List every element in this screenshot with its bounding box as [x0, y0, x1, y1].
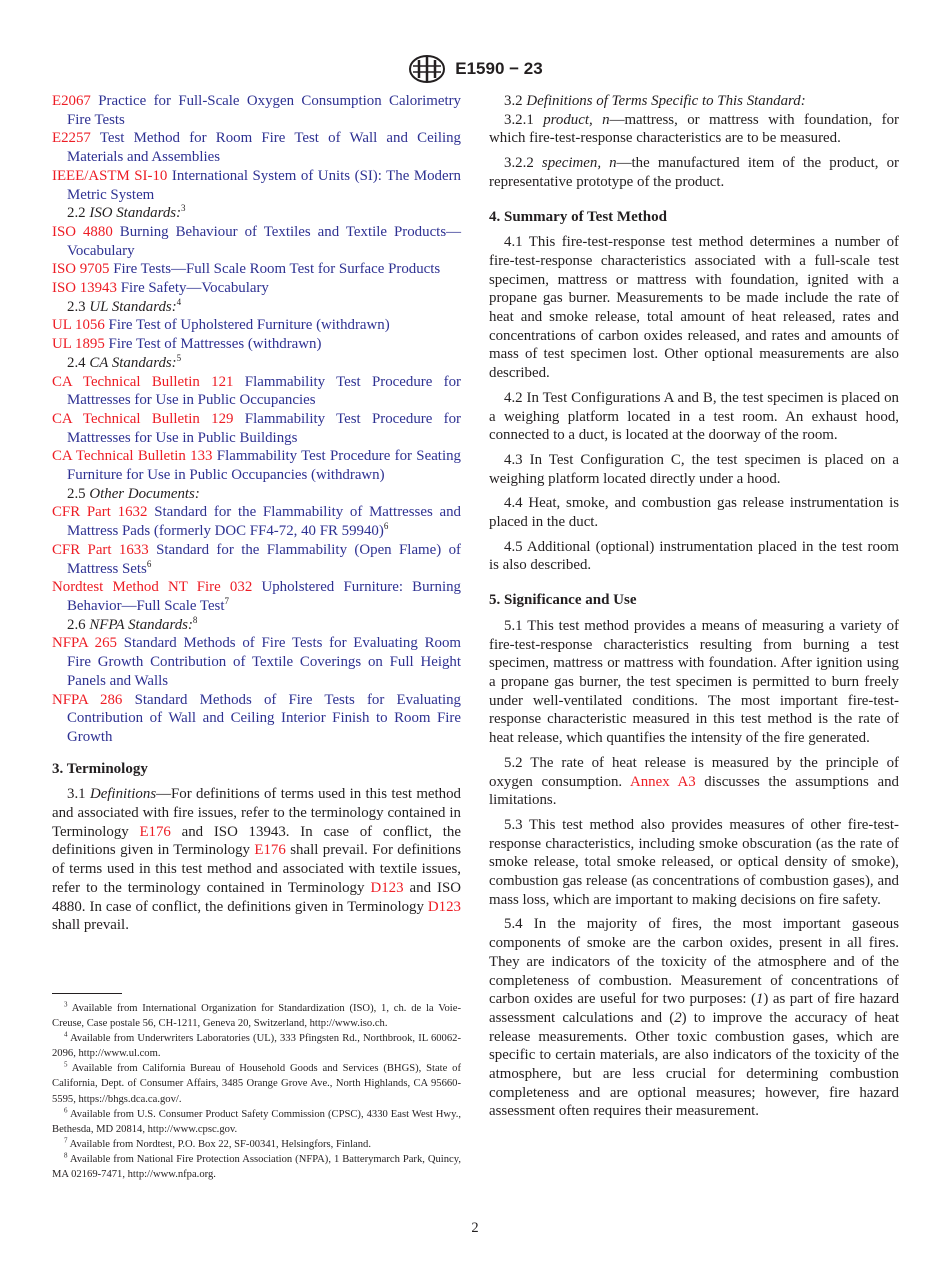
subsection-number: 2.2 — [67, 205, 86, 222]
footnote-ref: 7 — [224, 596, 229, 607]
section-heading: 4. Summary of Test Method — [489, 208, 667, 225]
standard-link[interactable]: D123 — [427, 898, 461, 915]
reference-item — [52, 691, 461, 747]
reference-item — [52, 541, 461, 578]
reference-item — [52, 279, 461, 298]
footnote-ref: 6 — [146, 558, 152, 569]
reference-item — [52, 503, 461, 540]
footnote-divider — [52, 993, 122, 994]
reference-title[interactable]: Fire Safety—Vocabulary — [120, 280, 269, 297]
reference-code[interactable]: E2257 — [52, 130, 91, 147]
footnote — [52, 1107, 461, 1137]
footnote — [52, 1152, 461, 1182]
reference-title[interactable]: Fire Tests—Full Scale Room Test for Surface Products — [113, 261, 441, 278]
paragraph-text: shall prevail. For definitions of terms used in this test method and associated with textile issues, refer to the terminology contained in Terminology — [52, 842, 461, 896]
reference-title[interactable]: Flammability Test Procedure for Mattresses for Use in Public Occupancies — [67, 373, 461, 409]
reference-code[interactable]: ISO 4880 — [52, 223, 113, 240]
paragraph-5-3: 5.3 This test method also provides measures of other fire-test-response characteristics, including smoke obscuration (as the rate of smoke release, total smoke released, or optical density of smoke), combustion gas release (as concentrations of combustion gases), and mass loss, which are important to making decisions on fire safety. — [489, 816, 899, 908]
reference-title[interactable]: International System of Units (SI): The Modern Metric System — [67, 167, 461, 203]
footnote-text: Available from International Organization for Standardization (ISO), 1, ch. de la Voie-Creuse, Case postale 56, CH-1211, Geneva 20, Switzerland, http://www.iso.ch. — [52, 1003, 461, 1030]
paragraph-3-1 — [52, 785, 461, 935]
footnote — [52, 1137, 461, 1152]
reference-item — [52, 578, 461, 615]
footnote-number: 3 — [64, 1000, 68, 1009]
subsection-label: Other Documents: — [89, 485, 200, 502]
subsection-label: NFPA Standards: — [89, 616, 193, 633]
paragraph-number: 3.2.1 — [504, 111, 534, 128]
paragraph-4-2: 4.2 In Test Configurations A and B, the test specimen is placed on a weighing platform located in a test room. An exhaust hood, connected to a duct, is located at the doorway of the room. — [489, 389, 899, 444]
page-number: 2 — [471, 1220, 479, 1236]
reference-code[interactable]: CA Technical Bulletin 121 — [52, 373, 234, 390]
footnote-ref: 6 — [383, 521, 389, 532]
paragraph-text: ) to improve the accuracy of heat release measurements. Other toxic combustion gases, which are specific to certain materials, are also indicators of the toxicity of the atmosphere, but are less crucial for determining combustion completeness and are optional measures; however, fire hazard assessment often requires their measurement. — [489, 1009, 900, 1120]
reference-code[interactable]: Nordtest Method NT Fire 032 — [52, 579, 253, 596]
paragraph-number: 3.2.2 — [504, 155, 534, 172]
reference-code[interactable]: IEEE/ASTM SI-10 — [52, 167, 168, 184]
footnote-text: Available from Nordtest, P.O. Box 22, SF-00341, Helsingfors, Finland. — [69, 1138, 371, 1150]
reference-code[interactable]: UL 1056 — [52, 317, 105, 334]
paragraph-text: —For definitions of terms used in this test method and associated with fire issues, refer to the terminology contained in Terminology — [52, 786, 461, 840]
reference-item — [52, 447, 461, 484]
paragraph-number: 3.1 — [67, 786, 86, 803]
reference-code[interactable]: ISO 9705 — [52, 261, 110, 278]
subsection-label: ISO Standards: — [89, 205, 182, 222]
definition-text: —the manufactured item of the product, or representative prototype of the product. — [489, 155, 899, 190]
reference-item — [52, 223, 461, 260]
definition-specimen — [489, 154, 899, 191]
paragraph-4-4: 4.4 Heat, smoke, and combustion gas release instrumentation is placed in the duct. — [489, 495, 899, 531]
reference-item — [52, 260, 461, 279]
reference-title[interactable]: Fire Test of Mattresses (withdrawn) — [108, 336, 322, 353]
paragraph-4-3: 4.3 In Test Configuration C, the test specimen is placed on a weighing platform located directly under a hood. — [489, 451, 899, 487]
footnote — [52, 1031, 461, 1061]
footnote-ref: 3 — [181, 203, 186, 214]
reference-item — [52, 316, 461, 335]
subsection-number: 2.5 — [67, 485, 86, 502]
subsection-ul — [52, 298, 461, 317]
reference-code[interactable]: UL 1895 — [52, 336, 105, 353]
paragraph-text: 5.2 The rate of heat release is measured by the principle of oxygen consumption. — [489, 754, 899, 790]
definition-text: —mattress, or mattress with foundation, for which fire-test-response characteristics are to be measured. — [489, 111, 899, 147]
reference-code[interactable]: ISO 13943 — [52, 280, 117, 297]
subsection-number: 2.6 — [67, 616, 86, 633]
reference-item — [52, 129, 461, 166]
footnote-number: 6 — [64, 1106, 68, 1115]
paragraph-5-2 — [489, 754, 899, 810]
reference-item — [52, 373, 461, 410]
page-header — [0, 54, 950, 84]
left-column — [52, 92, 461, 935]
footnote-number: 4 — [64, 1030, 68, 1039]
footnote-ref: 5 — [176, 352, 182, 363]
footnote-ref: 4 — [176, 296, 182, 307]
section-heading: 3. Terminology — [52, 760, 148, 777]
footnote-text: Available from Underwriters Laboratories (UL), 333 Pfingsten Rd., Northbrook, IL 60062-2096, http://www.ul.com. — [52, 1033, 461, 1060]
footnote-text: Available from National Fire Protection Association (NFPA), 1 Batterymarch Park, Quincy, MA 02169-7471, http://www.nfpa.org. — [52, 1153, 461, 1181]
paragraph-text: discusses the assumptions and limitations. — [489, 773, 899, 809]
standard-link[interactable]: D123 — [370, 879, 404, 896]
section-heading: 5. Significance and Use — [489, 592, 637, 609]
footnote-ref: 8 — [192, 614, 198, 625]
designation: E1590 − 23 — [455, 59, 543, 78]
reference-code[interactable]: CFR Part 1633 — [52, 541, 149, 558]
subsection-other — [52, 485, 461, 504]
subsection-label: Definitions of Terms Specific to This Standard: — [526, 93, 806, 109]
subsection-number: 2.4 — [67, 354, 86, 371]
footnote-number: 7 — [64, 1136, 68, 1145]
list-marker: 1 — [755, 991, 764, 1008]
astm-logo-icon — [407, 54, 447, 84]
definition-product — [489, 111, 899, 148]
standard-link[interactable]: E176 — [139, 823, 171, 840]
reference-item — [52, 167, 461, 204]
reference-title[interactable]: Standard for the Flammability of Mattresses and Mattress Pads (formerly DOC FF4-72, 40 FR 59940) — [67, 504, 462, 540]
paragraph-5-1: 5.1 This test method provides a means of measuring a variety of fire-test-response characteristics resulting from burning a test specimen, mattress or mattress with foundation. After ignition using a propane gas burner, the test specimen is permitted to burn freely under well-ventilated conditions. The most important fire-test-response characteristic measured in this test method is the rate of heat release, which quantifies the intensity of the fire generated. — [489, 617, 899, 747]
reference-title[interactable]: Practice for Full-Scale Oxygen Consumption Calorimetry Fire Tests — [67, 93, 461, 128]
term-label: Definitions — [89, 786, 157, 803]
reference-code[interactable]: CA Technical Bulletin 129 — [52, 410, 234, 427]
subsection-ca — [52, 354, 461, 373]
paragraph-5-4 — [489, 915, 899, 1121]
paragraph-3-2 — [489, 92, 899, 111]
subsection-label: UL Standards: — [89, 298, 177, 315]
footnote-number: 5 — [64, 1060, 68, 1069]
footnotes — [52, 1001, 461, 1182]
reference-item — [52, 92, 461, 129]
subsection-number: 2.3 — [67, 298, 86, 315]
reference-title[interactable]: Standard for the Flammability (Open Flame) of Mattress Sets — [67, 541, 461, 577]
footnote-text: Available from California Bureau of Household Goods and Services (BHGS), State of California, Dept. of Consumer Affairs, 3485 Orange Grove Ave., North Highlands, CA 95660-5595, https://bhgs.dca.ca.gov/. — [52, 1063, 461, 1105]
paragraph-number: 3.2 — [504, 93, 523, 109]
reference-title[interactable]: Fire Test of Upholstered Furniture (withdrawn) — [108, 317, 390, 334]
footnote-number: 8 — [64, 1151, 68, 1160]
reference-code[interactable]: E2067 — [52, 93, 91, 109]
reference-title[interactable]: Flammability Test Procedure for Seating Furniture for Use in Public Occupancies (withdrawn) — [67, 448, 461, 484]
footnote — [52, 1001, 461, 1031]
annex-link[interactable]: Annex A3 — [629, 773, 696, 790]
paragraph-4-1: 4.1 This fire-test-response test method determines a number of fire-test-response characteristics associated with a full-scale test specimen, mattress or mattress with foundation, ignited with a propane gas burner. Measurements to be made include the rate of heat and smoke release, total amount of heat released, rates and concentrations of carbon oxides released, and rates and amounts of mass of test specimen lost. Other optional measurements are also described. — [489, 234, 899, 382]
term: specimen, n — [541, 155, 617, 172]
reference-title[interactable]: Upholstered Furniture: Burning Behavior—Full Scale Test — [67, 579, 461, 614]
reference-title[interactable]: Test Method for Room Fire Test of Wall and Ceiling Materials and Assemblies — [67, 130, 461, 166]
paragraph-4-5: 4.5 Additional (optional) instrumentation placed in the test room is also described. — [489, 538, 899, 574]
paragraph-text: ) as part of fire hazard assessment calculations and ( — [489, 991, 900, 1026]
reference-code[interactable]: NFPA 265 — [52, 635, 117, 652]
footnote-text: Available from U.S. Consumer Product Safety Commission (CPSC), 4330 East West Hwy., Bethesda, MD 20814, http://www.cpsc.gov. — [52, 1108, 461, 1135]
list-marker: 2 — [674, 1009, 682, 1026]
paragraph-text: 5.4 In the majority of fires, the most important gaseous components of smoke are the carbon oxides, present in all fires. They are indicators of the toxicity of the atmosphere and of the completeness of combustion. Measurement of concentrations of carbon oxides are useful for two purposes: ( — [489, 916, 899, 1008]
paragraph-text: and ISO 4880. In case of conflict, the definitions given in Terminology — [52, 879, 461, 915]
reference-item — [52, 335, 461, 354]
reference-code[interactable]: NFPA 286 — [52, 691, 123, 708]
reference-title[interactable]: Standard Methods of Fire Tests for Evaluating Room Fire Growth Contribution of Textile Coverings on Full Height Panels and Walls — [67, 635, 461, 689]
paragraph-text: and ISO 13943. In case of conflict, the definitions given in Terminology — [52, 823, 461, 859]
reference-code[interactable]: CA Technical Bulletin 133 — [52, 448, 213, 465]
subsection-iso — [52, 204, 461, 223]
reference-item — [52, 410, 461, 447]
reference-code[interactable]: CFR Part 1632 — [52, 504, 148, 521]
right-column — [489, 92, 899, 1121]
subsection-label: CA Standards: — [89, 354, 177, 371]
paragraph-text: shall prevail. — [52, 917, 129, 934]
term: product, n — [543, 111, 610, 128]
footnote — [52, 1061, 461, 1106]
subsection-nfpa — [52, 616, 461, 635]
reference-title[interactable]: Standard Methods of Fire Tests for Evaluating Contribution of Wall and Ceiling Interior Finish to Room Fire Growth — [67, 691, 461, 745]
standard-link[interactable]: E176 — [254, 842, 286, 859]
reference-item — [52, 634, 461, 690]
reference-title[interactable]: Flammability Test Procedure for Mattresses for Use in Public Buildings — [67, 410, 461, 446]
reference-title[interactable]: Burning Behaviour of Textiles and Textile Products—Vocabulary — [67, 223, 461, 259]
